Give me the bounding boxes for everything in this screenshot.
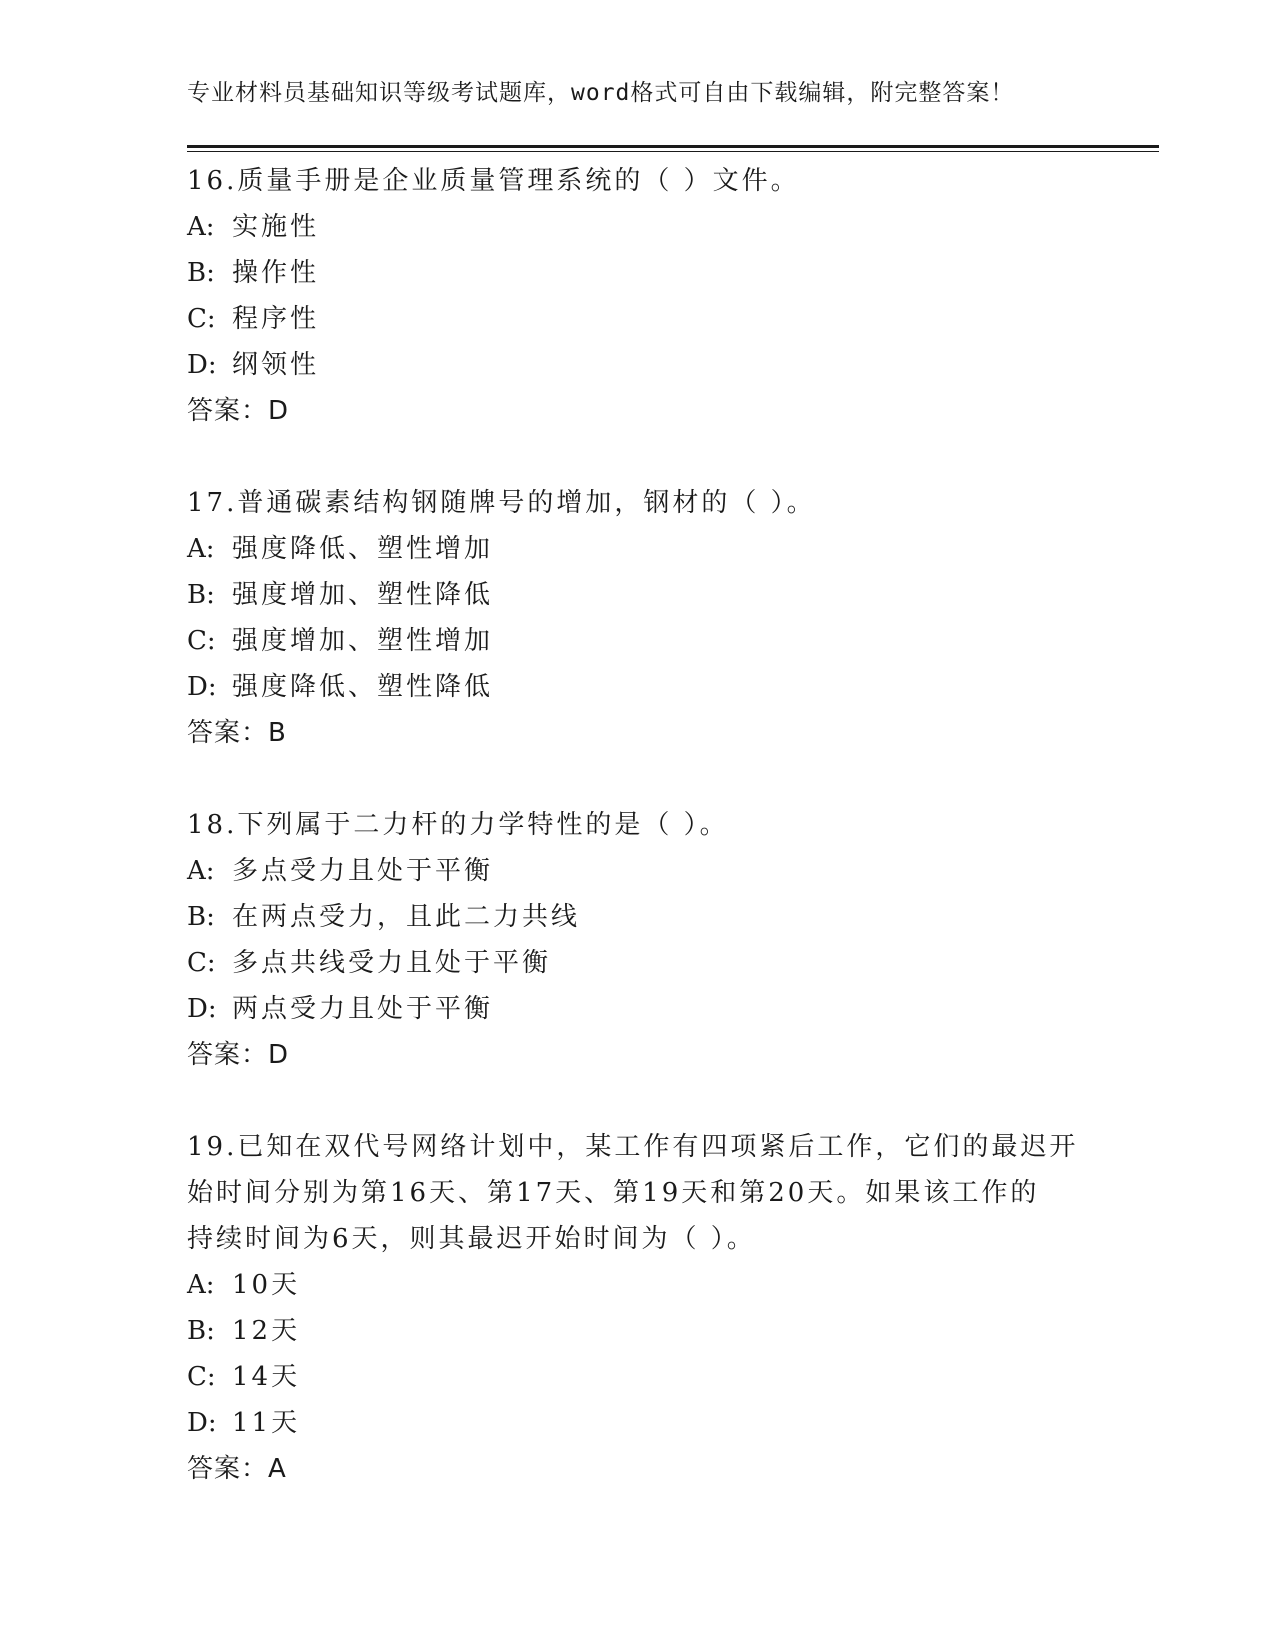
option-label: A: — [187, 856, 215, 886]
option-a — [187, 1262, 1087, 1308]
option-label: C: — [187, 626, 216, 656]
header-rule-thick — [187, 145, 1159, 148]
option-c — [187, 618, 1087, 664]
option-label: D: — [187, 350, 217, 380]
answer: 答案：A — [187, 1454, 287, 1484]
option-text: 12天 — [232, 1316, 301, 1346]
option-label: B: — [187, 580, 215, 610]
option-b — [187, 894, 1087, 940]
option-text: 多点共线受力且处于平衡 — [232, 948, 552, 978]
option-text: 10天 — [232, 1270, 301, 1300]
option-a — [187, 204, 1087, 250]
question-stem: 17.普通碳素结构钢随牌号的增加，钢材的（ ）。 — [187, 488, 816, 518]
option-b — [187, 1308, 1087, 1354]
option-text: 强度降低、塑性增加 — [232, 534, 494, 564]
page-header: 专业材料员基础知识等级考试题库，word格式可自由下载编辑，附完整答案！ — [187, 80, 1015, 106]
option-label: D: — [187, 1408, 217, 1438]
option-label: C: — [187, 948, 216, 978]
question-16 — [187, 158, 1087, 434]
option-c — [187, 1354, 1087, 1400]
option-text: 在两点受力，且此二力共线 — [232, 902, 581, 932]
question-stem: 19.已知在双代号网络计划中，某工作有四项紧后工作，它们的最迟开 — [187, 1132, 1079, 1162]
option-c — [187, 296, 1087, 342]
option-text: 14天 — [232, 1362, 301, 1392]
option-text: 程序性 — [232, 304, 320, 334]
option-label: A: — [187, 212, 215, 242]
question-list — [187, 158, 1087, 1538]
option-text: 强度降低、塑性降低 — [232, 672, 494, 702]
option-text: 操作性 — [232, 258, 320, 288]
option-d — [187, 1400, 1087, 1446]
option-label: A: — [187, 534, 215, 564]
answer: 答案：B — [187, 718, 287, 748]
header-rule-thin — [187, 151, 1159, 152]
answer: 答案：D — [187, 396, 290, 426]
option-label: A: — [187, 1270, 215, 1300]
option-d — [187, 986, 1087, 1032]
option-label: B: — [187, 258, 215, 288]
question-stem: 始时间分别为第16天、第17天、第19天和第20天。如果该工作的 — [187, 1178, 1040, 1208]
option-b — [187, 572, 1087, 618]
question-18 — [187, 802, 1087, 1078]
option-text: 强度增加、塑性降低 — [232, 580, 494, 610]
option-label: B: — [187, 902, 215, 932]
option-label: D: — [187, 994, 217, 1024]
option-d — [187, 664, 1087, 710]
option-text: 纲领性 — [232, 350, 320, 380]
option-text: 实施性 — [232, 212, 320, 242]
question-stem: 18.下列属于二力杆的力学特性的是（ ）。 — [187, 810, 729, 840]
option-label: C: — [187, 1362, 216, 1392]
option-label: C: — [187, 304, 216, 334]
question-17 — [187, 480, 1087, 756]
option-text: 强度增加、塑性增加 — [232, 626, 494, 656]
answer: 答案：D — [187, 1040, 290, 1070]
question-19 — [187, 1124, 1087, 1492]
option-text: 11天 — [232, 1408, 301, 1438]
option-label: B: — [187, 1316, 215, 1346]
option-c — [187, 940, 1087, 986]
option-d — [187, 342, 1087, 388]
question-stem: 持续时间为6天，则其最迟开始时间为（ ）。 — [187, 1224, 756, 1254]
option-text: 多点受力且处于平衡 — [232, 856, 494, 886]
question-stem: 16.质量手册是企业质量管理系统的（ ）文件。 — [187, 166, 800, 196]
option-a — [187, 526, 1087, 572]
option-b — [187, 250, 1087, 296]
option-label: D: — [187, 672, 217, 702]
option-a — [187, 848, 1087, 894]
option-text: 两点受力且处于平衡 — [232, 994, 494, 1024]
